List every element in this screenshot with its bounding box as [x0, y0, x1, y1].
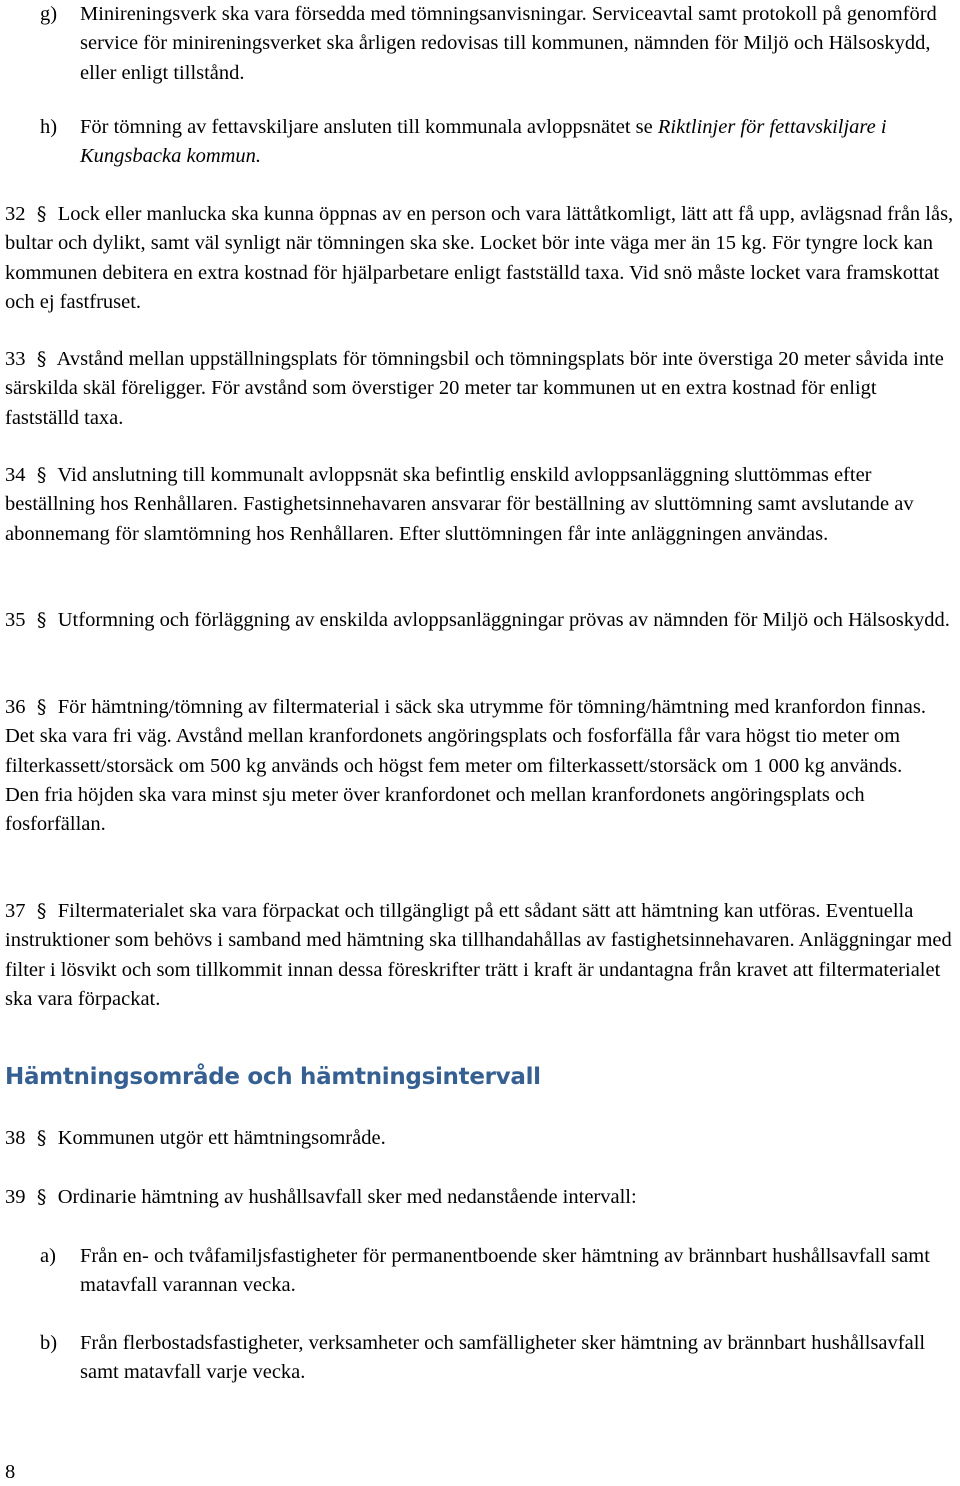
section-sign: § [36, 1127, 47, 1149]
paragraph-text: Utformning och förläggning av enskilda avloppsanläggningar prövas av nämnden för Miljö och Hälsoskydd. [57, 609, 950, 631]
list-item-text: Minireningsverk ska vara försedda med tömningsanvisningar. Serviceavtal samt protokoll på genomförd service för minireningsverket ska årligen redovisas till kommunen, nämnden för Miljö och Hälsoskydd, eller enligt tillstånd. [80, 3, 937, 84]
section-sign: § [36, 348, 47, 370]
paragraph-text: Filtermaterialet ska vara förpackat och tillgängligt på ett sådant sätt att hämtning kan utföras. Eventuella instruktioner som behövs i samband med hämtning ska tillhandahållas av fastighetsinnehavaren. Anläggningar med filter i lösvikt och som tillkommit innan dessa föreskrifter trätt i kraft är undantagna från kravet att filtermaterialet ska vara förpackat. [5, 900, 952, 1010]
paragraph-number: 36 [5, 696, 26, 718]
paragraph-text: Avstånd mellan uppställningsplats för tömningsbil och tömningsplats bör inte överstiga 20 meter såvida inte särskilda skäl föreligger. För avstånd som överstiger 20 meter tar kommunen ut en extra kostnad för enligt fastställd taxa. [5, 348, 944, 429]
list-item-b [40, 1329, 940, 1388]
paragraph-36 [5, 693, 955, 839]
list-marker: b) [40, 1332, 58, 1354]
paragraph-number: 33 [5, 348, 26, 370]
list-marker: h) [40, 116, 58, 138]
section-heading: Hämtningsområde och hämtningsintervall [5, 1064, 541, 1090]
paragraph-33 [5, 345, 955, 433]
list-item-a [40, 1242, 940, 1301]
paragraph-text: Ordinarie hämtning av hushållsavfall sker med nedanstående intervall: [57, 1186, 637, 1208]
paragraph-text: För hämtning/tömning av filtermaterial i säck ska utrymme för tömning/hämtning med kranfordon finnas. Det ska vara fri väg. Avstånd mellan kranfordonets angöringsplats och fosforfälla får vara högst tio meter om filterkassett/storsäck om 500 kg används och högst fem meter om filterkassett/storsäck om 1 000 kg används. [5, 696, 926, 777]
paragraph-number: 35 [5, 609, 26, 631]
page-number: 8 [5, 1461, 16, 1483]
paragraph-number: 32 [5, 203, 26, 225]
list-item-text [40, 113, 940, 172]
paragraph-text: Vid anslutning till kommunalt avloppsnät ska befintlig enskild avloppsanläggning sluttömmas efter beställning hos Renhållaren. Fastighetsinnehavaren ansvarar för beställning av sluttömning samt avslutande av abonnemang för slamtömning hos Renhållaren. Efter sluttömningen får inte anläggningen användas. [5, 464, 914, 545]
list-marker: g) [40, 3, 58, 25]
section-sign: § [36, 696, 47, 718]
list-item-text-plain: För tömning av fettavskiljare ansluten till kommunala avloppsnätet se [80, 116, 658, 138]
paragraph-38 [5, 1124, 955, 1153]
paragraph-37 [5, 897, 955, 1014]
section-sign: § [36, 609, 47, 631]
paragraph-number: 34 [5, 464, 26, 486]
paragraph-text-continued: Den fria höjden ska vara minst sju meter över kranfordonet och mellan kranfordonets angöringsplats och fosforfällan. [5, 783, 865, 836]
section-sign: § [36, 464, 47, 486]
section-sign: § [36, 900, 47, 922]
paragraph-number: 37 [5, 900, 26, 922]
paragraph-34 [5, 461, 955, 549]
paragraph-39 [5, 1183, 955, 1212]
list-item-g [40, 0, 940, 88]
list-item-h [40, 113, 940, 172]
paragraph-number: 39 [5, 1186, 26, 1208]
list-item-text: Från flerbostadsfastigheter, verksamheter och samfälligheter sker hämtning av brännbart hushållsavfall samt matavfall varje vecka. [80, 1332, 926, 1384]
section-sign: § [36, 203, 47, 225]
section-sign: § [36, 1186, 47, 1208]
list-item-text: Från en- och tvåfamiljsfastigheter för permanentboende sker hämtning av brännbart hushållsavfall samt matavfall varannan vecka. [80, 1245, 930, 1297]
paragraph-text: Lock eller manlucka ska kunna öppnas av en person och vara lättåtkomligt, lätt att få upp, avlägsnad från lås, bultar och dylikt, samt väl synligt när tömningen ska ske. Locket bör inte väga mer än 15 kg. För tyngre lock kan kommunen debitera en extra kostnad för hjälparbetare enligt fastställd taxa. Vid snö måste locket vara framskottat och ej fastfruset. [5, 203, 954, 313]
paragraph-number: 38 [5, 1127, 26, 1149]
paragraph-32 [5, 200, 955, 317]
list-marker: a) [40, 1245, 56, 1267]
guideline-reference: Riktlinjer för fettavskiljare i Kungsbacka kommun. [80, 116, 887, 168]
paragraph-35 [5, 606, 955, 635]
paragraph-text: Kommunen utgör ett hämtningsområde. [57, 1127, 386, 1149]
